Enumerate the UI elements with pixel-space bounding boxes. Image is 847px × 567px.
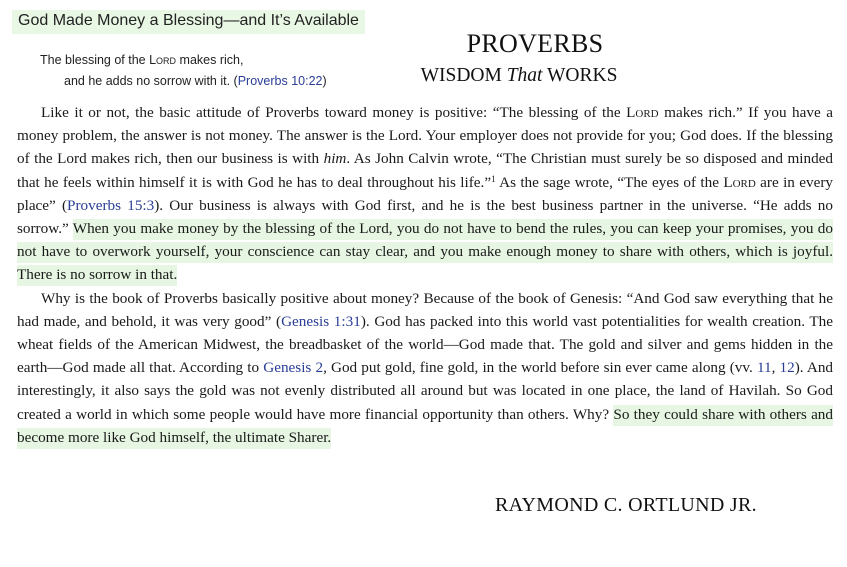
author-name: RAYMOND C. ORTLUND JR.	[495, 494, 757, 516]
scripture-link-genesis-1-31[interactable]: Genesis 1:31	[281, 312, 361, 330]
lord-smallcaps: Lord	[723, 173, 756, 191]
epigraph-line-1: The blessing of the Lord makes rich,	[40, 53, 244, 67]
footnote-marker[interactable]: 1	[491, 173, 496, 184]
book-subtitle: WISDOM That WORKS	[420, 65, 618, 86]
paragraph-2: Why is the book of Proverbs basically positive about money? Because of the book of Genesis: “And God saw everything that he had made, and behold, it was very good” (Genesis 1:31). God has packed into this world vast potentialities for wealth creation. The wheat fields of the American Midwest, the breadbasket of the world—God made that. The gold and silver and gems hidden in the earth—God made all that. According to Genesis 2, God put gold, fine gold, in the world before sin ever came along (vv. 11, 12). And interestingly, it also says the gold was not evenly distributed all around but was located in one place, the land of Havilah. So God created a world in which some people would have more financial opportunity than others. Why? So they could share with others and become more like God himself, the ultimate Sharer.	[17, 287, 833, 449]
book-title: PROVERBS	[466, 29, 604, 58]
paragraph-1: Like it or not, the basic attitude of Proverbs toward money is positive: “The blessing of the Lord makes rich.” If you have a money problem, the answer is not money. The answer is the Lord. Your employer does not provide for you; God does. If the blessing of the Lord makes rich, then our business is with him. As John Calvin wrote, “The Christian must surely be so disposed and minded that he feels within himself it is with God he has to deal throughout his life.”$^1$ As the sage wrote, “The eyes of the Lord are in every place” (Proverbs 15:3). Our business is always with God first, and he is the best business partner in the universe. “He adds no sorrow.” When you make money by the blessing of the Lord, you do not have to bend the rules, you can keep your promises, you do not have to overwork yourself, your conscience can stay clear, and you make enough money to share with others, which is joyful. There is no sorrow in that.	[17, 101, 833, 287]
scripture-link-verse-11[interactable]: 11	[756, 359, 772, 377]
scripture-link-genesis-2[interactable]: Genesis 2	[263, 359, 324, 377]
section-heading: God Made Money a Blessing—and It’s Available	[12, 10, 365, 34]
highlighted-passage: So they could share with others and become more like God himself, the ultimate Sharer.	[17, 405, 833, 449]
scripture-link-verse-12[interactable]: 12	[779, 359, 795, 377]
epigraph	[40, 50, 380, 92]
lord-smallcaps: Lord	[626, 104, 659, 121]
epigraph-line-2: and he adds no sorrow with it. (Proverbs 10:22)	[64, 74, 327, 88]
highlighted-passage: When you make money by the blessing of the Lord, you do not have to bend the rules, you can keep your promises, you do not have to overwork yourself, your conscience can stay clear, and you make enough money to share with others, which is joyful. There is no sorrow in that.	[17, 219, 833, 286]
scripture-link-proverbs-10-22[interactable]: Proverbs 10:22	[237, 74, 323, 88]
lord-smallcaps: Lord	[149, 53, 177, 67]
article-body	[17, 101, 833, 449]
scripture-link-proverbs-15-3[interactable]: Proverbs 15:3	[67, 196, 155, 214]
